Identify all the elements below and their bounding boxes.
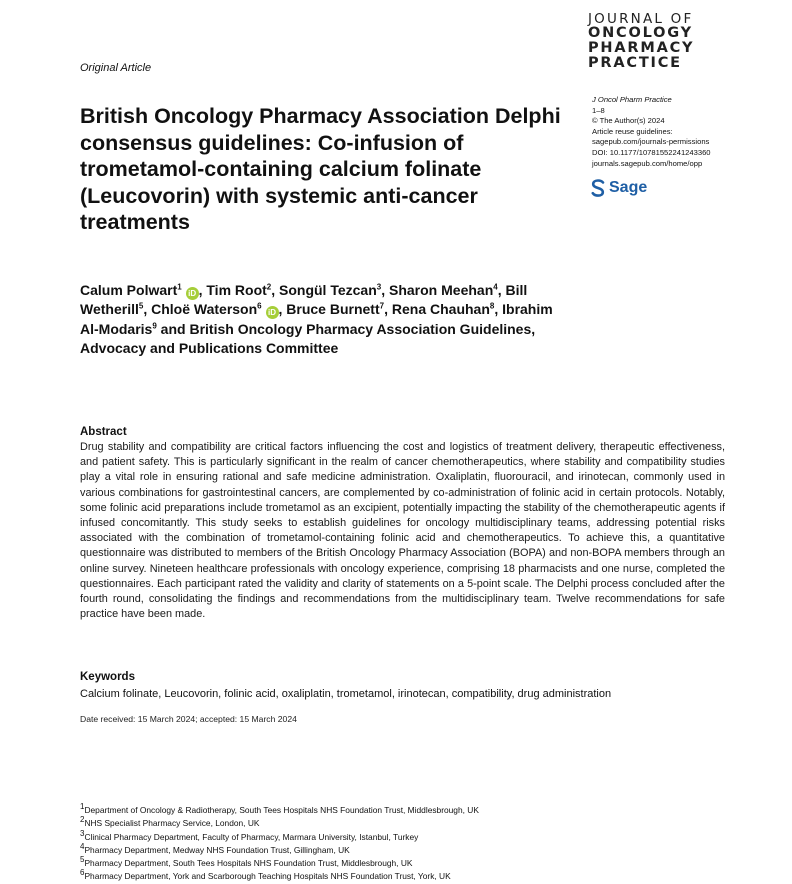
author-name[interactable]: Bill Wetherill <box>80 282 528 318</box>
affiliation-text: NHS Specialist Pharmacy Service, London, UK <box>84 818 260 829</box>
author-affiliation-number[interactable]: 7 <box>379 301 385 311</box>
affiliation-text: Pharmacy Department, South Tees Hospitals NHS Foundation Trust, Middlesbrough, UK <box>84 858 413 869</box>
affiliation-item <box>80 817 479 830</box>
publisher-name: Sage <box>609 179 648 196</box>
author-name[interactable]: Chloë Waterson <box>151 301 258 318</box>
affiliation-number: 4 <box>80 842 85 852</box>
article-title: British Oncology Pharmacy Association Delphi consensus guidelines: Co-infusion of trometamol-containing calcium folinate (Leucovorin) with systemic anti-cancer treatments <box>80 104 561 234</box>
author-affiliation-number[interactable]: 3 <box>376 282 382 292</box>
publisher-logo <box>591 179 647 197</box>
author-name[interactable]: Sharon Meehan <box>389 282 494 298</box>
author-list: Calum Polwart$^1$ iD , Tim Root$^2$, Songül Tezcan$^3$, Sharon Meehan$^4$, Bill Wetherill$^5$, Chloë Waterson$^6$ iD , Bruce Burnett$^7$, Rena Chauhan$^8$, Ibrahim Al-Modaris$^9$ and British Oncology Pharmacy Association Guidelines, Advocacy and Publications Committee <box>80 282 553 356</box>
journal-logo-line: JOURNAL OF <box>588 11 694 27</box>
affiliation-number: 2 <box>80 815 85 825</box>
author-affiliation-number[interactable]: 1 <box>177 282 182 292</box>
sage-s-icon <box>591 179 605 197</box>
affiliation-item <box>80 844 479 857</box>
author-name[interactable]: Songül Tezcan <box>279 282 377 298</box>
affiliation-item <box>80 857 479 870</box>
author-affiliation-number[interactable]: 6 <box>257 301 262 311</box>
journal-logo-line: PHARMACY <box>588 40 695 56</box>
author-name[interactable]: Calum Polwart <box>80 282 178 298</box>
copyright: © The Author(s) 2024 <box>592 116 665 126</box>
keywords-heading: Keywords <box>80 671 135 683</box>
article-meta <box>592 95 711 169</box>
journal-logo-line: ONCOLOGY <box>588 25 693 41</box>
journal-logo <box>588 12 694 71</box>
affiliation-item <box>80 804 479 817</box>
author-name[interactable]: British Oncology Pharmacy Association Guidelines, Advocacy and Publications Committee <box>80 320 536 356</box>
affiliation-item <box>80 870 479 883</box>
author-affiliation-number[interactable]: 4 <box>493 282 498 292</box>
journal-logo-line: PRACTICE <box>588 55 682 71</box>
affiliation-text: Clinical Pharmacy Department, Faculty of Pharmacy, Marmara University, Istanbul, Turkey <box>84 831 419 842</box>
author-name[interactable]: Ibrahim Al-Modaris <box>80 301 553 337</box>
article-type: Original Article <box>80 62 152 74</box>
author-name[interactable]: Tim Root <box>206 282 267 298</box>
affiliation-number: 6 <box>80 868 85 878</box>
affiliations <box>80 804 479 884</box>
affiliation-text: Pharmacy Department, Medway NHS Foundation Trust, Gillingham, UK <box>84 844 350 855</box>
abstract-text: Drug stability and compatibility are critical factors influencing the cost and logistics of treatment delivery, therapeutic effectiveness, and patient safety. This is particularly significant in the realm of cancer chemotherapeutics, where stability and compatibility studies play a vital role in ensuring rational and safe medicine administration. Oxaliplatin, fluorouracil, and irinotecan, commonly used in various combinations for gastrointestinal cancers, are complemented by co-administration of folinic acid in certain protocols. Notably, some folinic acid preparations include trometamol as an excipient, potentially impacting the stability of the chemotherapeutic agents if infused concomitantly. This study seeks to establish guidelines for oncology multidisciplinary teams, addressing potential risks associated with the combination of trometamol-containing folinic acid and chemotherapeutics. To achieve this, a quantitative questionnaire was distributed to members of the British Oncology Pharmacy Association (BOPA) and non-BOPA members through an online survey. Nineteen healthcare professionals with oncology experience, comprising 18 pharmacists and one nurse, completed the questionnaires. Each participant rated the validity and clarity of statements on a 5-point scale. The Delphi process concluded after the fourth round, consolidating the findings and recommendations from the multidisciplinary team. Twelve recommendations for safe practice have been made. <box>80 441 725 621</box>
author-affiliation-number[interactable]: 5 <box>138 301 144 311</box>
abstract-heading: Abstract <box>80 426 127 438</box>
affiliation-item <box>80 828 479 844</box>
reuse-guidelines: Article reuse guidelines: <box>592 126 673 136</box>
author-name[interactable]: Bruce Burnett <box>286 301 380 318</box>
affiliation-number: 5 <box>80 855 85 865</box>
permissions-link[interactable]: sagepub.com/journals-permissions <box>592 137 710 147</box>
author-affiliation-number[interactable]: 2 <box>266 282 272 292</box>
orcid-icon[interactable]: iD <box>186 287 199 300</box>
affiliation-number: 3 <box>80 828 85 838</box>
affiliation-number: 1 <box>80 802 85 812</box>
author-affiliation-number[interactable]: 8 <box>489 301 495 311</box>
affiliation-text: Pharmacy Department, York and Scarborough Teaching Hospitals NHS Foundation Trust, York, UK <box>84 871 451 882</box>
keywords-list: Calcium folinate, Leucovorin, folinic acid, oxaliplatin, trometamol, irinotecan, compatibility, drug administration <box>80 688 612 700</box>
journal-abbreviation: J Oncol Pharm Practice <box>592 95 672 104</box>
author-affiliation-number[interactable]: 9 <box>152 320 157 330</box>
dates: Date received: 15 March 2024; accepted: 15 March 2024 <box>80 714 297 724</box>
orcid-icon[interactable]: iD <box>266 306 279 319</box>
journal-home-link[interactable]: journals.sagepub.com/home/opp <box>592 158 703 168</box>
affiliation-text: Department of Oncology & Radiotherapy, South Tees Hospitals NHS Foundation Trust, Middlesbrough, UK <box>84 805 479 815</box>
page-range: 1–8 <box>592 105 605 115</box>
doi-link[interactable]: DOI: 10.1177/10781552241243360 <box>592 147 711 157</box>
author-name[interactable]: Rena Chauhan <box>391 301 490 318</box>
